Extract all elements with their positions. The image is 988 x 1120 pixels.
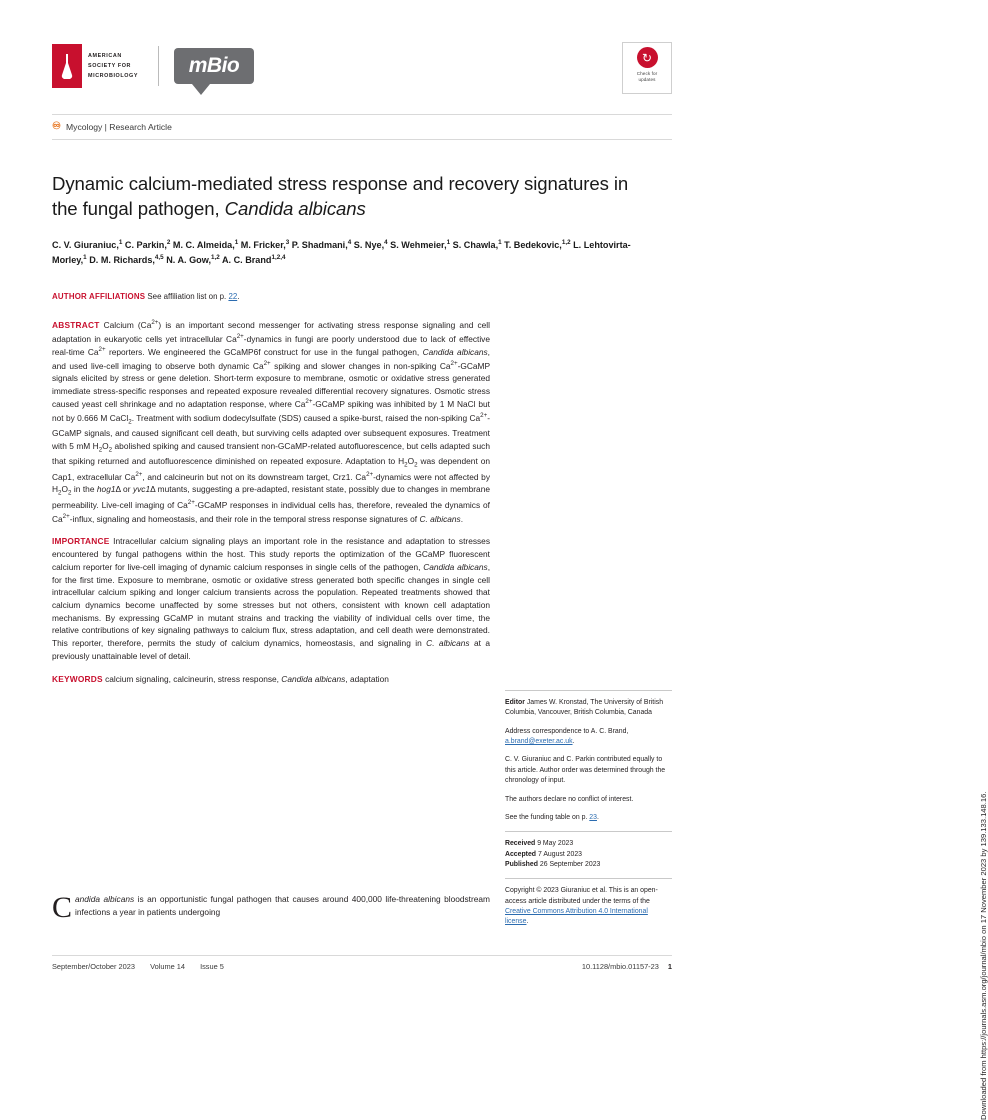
drop-cap: C	[52, 891, 73, 924]
keywords-label: KEYWORDS	[52, 673, 103, 684]
logo-divider	[158, 46, 159, 86]
article-metadata-sidebar	[505, 690, 672, 936]
date-received-value: 9 May 2023	[537, 840, 574, 848]
download-provenance-note: Downloaded from https://journals.asm.org/journal/mbio on 17 November 2023 by 139.133.148.16.	[979, 791, 988, 1120]
license-link[interactable]: Creative Commons Attribution 4.0 International license	[505, 908, 648, 926]
refresh-icon: ↻	[637, 47, 658, 68]
page-header	[52, 44, 672, 102]
header-divider-top	[52, 114, 672, 115]
header-divider-bottom	[52, 139, 672, 140]
publication-dates-block	[505, 839, 672, 870]
title-italic-species: Candida albicans	[224, 198, 366, 220]
footer-issue: Issue 5	[200, 962, 224, 971]
abstract-column	[52, 318, 490, 695]
correspondence-block	[505, 727, 672, 748]
footer-left	[52, 962, 237, 971]
correspondence-line: Address correspondence to A. C. Brand,	[505, 727, 629, 735]
copyright-period: .	[526, 918, 529, 926]
page-title	[52, 172, 652, 221]
date-published	[505, 860, 672, 870]
editor-text: James W. Kronstad, The University of British Columbia, Vancouver, British Columbia, Canada	[505, 699, 664, 717]
date-received	[505, 839, 672, 849]
funding-page-link[interactable]: 23	[589, 813, 597, 821]
funding-block	[505, 813, 672, 823]
section-breadcrumb-text: Mycology | Research Article	[66, 121, 172, 132]
correspondence-email-link[interactable]: a.brand@exeter.ac.uk	[505, 738, 573, 746]
editor-block	[505, 698, 672, 719]
mbio-logo-triangle	[192, 84, 210, 95]
date-published-value: 26 September 2023	[539, 860, 601, 868]
mbio-logo	[174, 48, 254, 84]
funding-text: See the funding table on p.	[505, 813, 590, 821]
importance-label: IMPORTANCE	[52, 536, 110, 547]
abstract-paragraph: ABSTRACT Calcium $(Ca^{2+})$ is an important second messenger for activating stress response signaling and cell adaptation in eukaryotic cells yet intracellular $Ca^{2+}$-dynamics in fungi are poorly understood due to lack of effective real-time $Ca^{2+}$ reporters. We engineered the GCaMP6f construct for use in the fungal pathogen, Candida albicans, and used live-cell imaging to observe both dynamic $Ca^{2+}$ spiking and slower changes in non-spiking $Ca^{2+}$-GCaMP signals elicited by stress or gene deletion. Short-term exposure to membrane, osmotic or oxidative stress generated immediate stress-specific responses and repeated exposure revealed differential recovery signatures. Osmotic stress caused yeast cell shrinkage and no adaptation response, where $Ca^{2+}$-GCaMP spiking was inhibited by 1 M NaCl but not by 0.666 M CaCl$_2$. Treatment with sodium dodecylsulfate (SDS) caused a spike-burst, raised the non-spiking $Ca^{2+}$-GCaMP signals, and caused significant cell death, but surviving cells adapted over subsequent exposures. Treatment with 5 mM $H_2O_2$ abolished spiking and caused transient non-GCaMP-related autofluorescence, but cells adapted such that spiking returned and autofluorescence diminished on repeated exposure. Adaptation to $H_2O_2$ was dependent on Cap1, extracellular $Ca^{2+}$, and calcineurin but not on its downstream target, Crz1. $Ca^{2+}$-dynamics were not affected by $H_2O_2$ in the hog1Δ or yvc1Δ mutants, suggesting a pre-adapted, resistant state, possibly due to changes in membrane permeability. Live-cell imaging of $Ca^{2+}$-GCaMP responses in individual cells has, therefore, revealed the dynamics of $Ca^{2+}$-influx, signaling and homeostasis, and their role in the temporal stress response signatures of C. albicans.	[52, 319, 491, 524]
footer-doi: 10.1128/mbio.01157-23	[581, 962, 659, 971]
footer-right	[582, 962, 672, 971]
date-received-label: Received	[505, 840, 536, 848]
footer-divider	[52, 955, 672, 956]
mbio-logo-text: mBio	[188, 54, 240, 77]
asm-flask-icon	[52, 44, 82, 88]
footer-page-number: 1	[667, 962, 672, 971]
equal-contribution-block: C. V. Giuraniuc and C. Parkin contributed equally to this article. Author order was determined through the chronology of input.	[505, 756, 666, 785]
check-updates-line1: Check for	[636, 71, 658, 76]
importance-paragraph: IMPORTANCE Intracellular calcium signaling plays an important role in the resistance and adaptation to stresses encountered by fungal pathogens within the host. This study reports the optimization of the GCaMP fluorescent calcium reporter for live-cell imaging of dynamic calcium responses in single cells of the pathogen, Candida albicans, for the first time. Exposure to membrane, osmotic or oxidative stress generated both specific changes in single cell intracellular calcium spiking and longer calcium transients across the population. Repeated treatments showed that calcium dynamics become unaffected by some stresses but not others, consistent with known cell adaptation mechanisms. By expressing GCaMP in mutant strains and tracking the viability of individual cells over time, the relative contributions of key signaling pathways to calcium flux, stress adaptation, and cell death were demonstrated. This reporter, therefore, permits the study of calcium dynamics, homeostasis, and signaling in C. albicans at a previously unattainable level of detail.	[52, 536, 491, 661]
asm-logo-text	[88, 51, 138, 82]
crossmark-check-for-updates[interactable]	[622, 42, 672, 94]
check-updates-line2: updates	[638, 77, 656, 83]
footer-volume: Volume 14	[150, 962, 185, 971]
open-access-lock-icon: ♾	[52, 121, 61, 132]
copyright-text: Copyright © 2023 Giuraniuc et al. This is an open-access article distributed under the terms of the	[505, 887, 658, 905]
copyright-block	[505, 886, 672, 927]
asm-line-1: AMERICAN	[88, 52, 122, 59]
affiliations-period: .	[237, 292, 240, 301]
date-published-label: Published	[505, 860, 538, 868]
funding-period: .	[596, 813, 599, 821]
date-accepted-label: Accepted	[505, 850, 537, 858]
conflict-of-interest-block: The authors declare no conflict of interest.	[505, 795, 634, 803]
keywords-paragraph: KEYWORDS calcium signaling, calcineurin, stress response, Candida albicans, adaptation	[52, 673, 389, 684]
body-first-paragraph	[52, 891, 490, 924]
asm-line-3: MICROBIOLOGY	[88, 73, 139, 80]
author-list: C. V. Giuraniuc,$^1$ C. Parkin,$^2$ M. C. Almeida,$^1$ M. Fricker,$^3$ P. Shadmani,$^4$ S. Nye,$^4$ S. Wehmeier,$^1$ S. Chawla,$^1$ T. Bedekovic,$^{1,2}$ L. Lehtovirta-Morley,$^1$ D. M. Richards,$^{4,5}$ N. A. Gow,$^{1,2}$ A. C. Brand$^{1,2,4}$	[52, 239, 631, 265]
footer-issue-date: September/October 2023	[52, 962, 135, 971]
page-footer	[52, 962, 672, 971]
sidebar-divider	[505, 831, 672, 832]
sidebar-divider-2	[505, 878, 672, 879]
affiliations-line	[52, 291, 492, 303]
abstract-label: ABSTRACT	[52, 319, 100, 330]
date-accepted-value: 7 August 2023	[537, 850, 583, 858]
editor-label: Editor	[505, 699, 525, 706]
asm-line-2: SOCIETY FOR	[88, 62, 132, 69]
affiliations-label: AUTHOR AFFILIATIONS	[52, 292, 146, 301]
title-text: Dynamic calcium-mediated stress response and recovery signatures in the fungal pathogen,	[52, 173, 629, 220]
body-first-paragraph-text: andida albicans is an opportunistic fungal pathogen that causes around 400,000 life-threatening bloodstream infections a year in patients undergoing	[75, 894, 490, 917]
asm-logo	[52, 44, 138, 88]
date-accepted	[505, 850, 672, 860]
affiliations-page-link[interactable]: 22	[228, 292, 238, 301]
correspondence-period: .	[572, 738, 575, 746]
section-breadcrumb	[52, 121, 532, 132]
affiliations-text: See affiliation list on p.	[147, 292, 229, 301]
